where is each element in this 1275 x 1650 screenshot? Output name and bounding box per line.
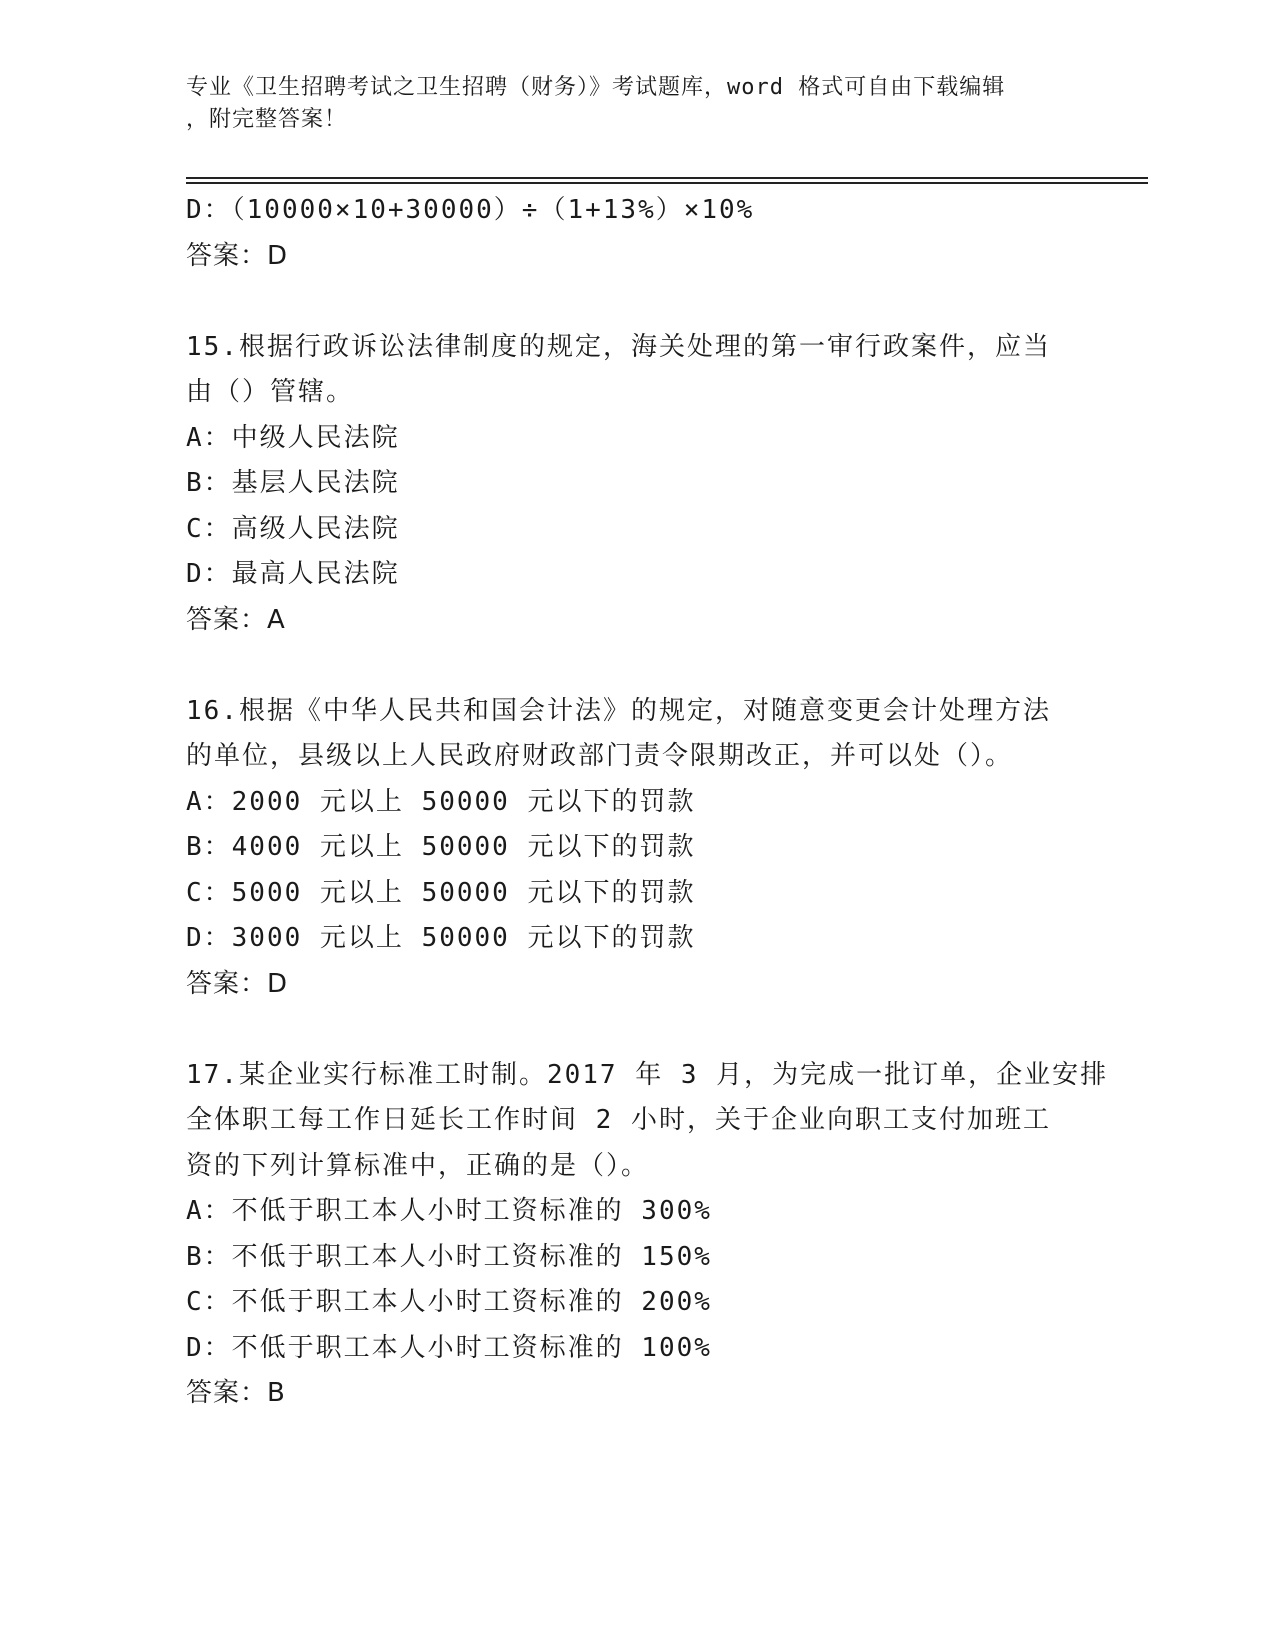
- option-a: A：中级人民法院: [186, 422, 400, 453]
- question-stem: 由（）管辖。: [186, 377, 355, 407]
- option-d: D：不低于职工本人小时工资标准的 100%: [186, 1332, 712, 1363]
- option-b: B：不低于职工本人小时工资标准的 150%: [186, 1241, 712, 1272]
- question-stem: 16.根据《中华人民共和国会计法》的规定，对随意变更会计处理方法: [186, 695, 1051, 726]
- question-stem: 15.根据行政诉讼法律制度的规定，海关处理的第一审行政案件，应当: [186, 331, 1051, 362]
- option-c: C：不低于职工本人小时工资标准的 200%: [186, 1287, 712, 1317]
- option-a: A：不低于职工本人小时工资标准的 300%: [186, 1196, 712, 1226]
- option-b: B：4000 元以上 50000 元以下的罚款: [186, 832, 696, 862]
- option-c: C：5000 元以上 50000 元以下的罚款: [186, 877, 696, 908]
- option-a: A：2000 元以上 50000 元以下的罚款: [186, 786, 696, 817]
- document-header: [186, 72, 1066, 136]
- option-d: D：3000 元以上 50000 元以下的罚款: [186, 923, 696, 953]
- answer: 答案：D: [186, 240, 289, 271]
- spacer: [186, 643, 1086, 689]
- question-stem: 资的下列计算标准中，正确的是（）。: [186, 1150, 650, 1181]
- option-d: D：（10000×10+30000）÷（1+13%）×10%: [186, 195, 755, 225]
- question-stem: 17.某企业实行标准工时制。2017 年 3 月，为完成一批订单，企业安排: [186, 1059, 1109, 1090]
- header-divider-bottom: [186, 182, 1148, 184]
- question-16: [186, 689, 1086, 1008]
- answer: 答案：D: [186, 968, 289, 999]
- spacer: [186, 1007, 1086, 1053]
- header-line-2: ，附完整答案！: [186, 107, 348, 132]
- option-b: B：基层人民法院: [186, 468, 400, 498]
- question-stem: 的单位，县级以上人民政府财政部门责令限期改正，并可以处（）。: [186, 741, 1014, 771]
- question-list: [186, 188, 1109, 1417]
- question-17: [186, 1053, 1109, 1417]
- spacer: [186, 279, 1086, 325]
- header-divider-top: [186, 177, 1148, 179]
- previous-question-tail: [186, 188, 1086, 279]
- question-15: [186, 325, 1086, 644]
- header-line-1: 专业《卫生招聘考试之卫生招聘（财务）》考试题库，word 格式可自由下载编辑: [186, 75, 1006, 100]
- answer: 答案：B: [186, 1378, 286, 1408]
- question-stem: 全体职工每工作日延长工作时间 2 小时，关于企业向职工支付加班工: [186, 1105, 1051, 1135]
- option-c: C：高级人民法院: [186, 513, 400, 544]
- answer: 答案：A: [186, 604, 286, 635]
- option-d: D：最高人民法院: [186, 559, 400, 589]
